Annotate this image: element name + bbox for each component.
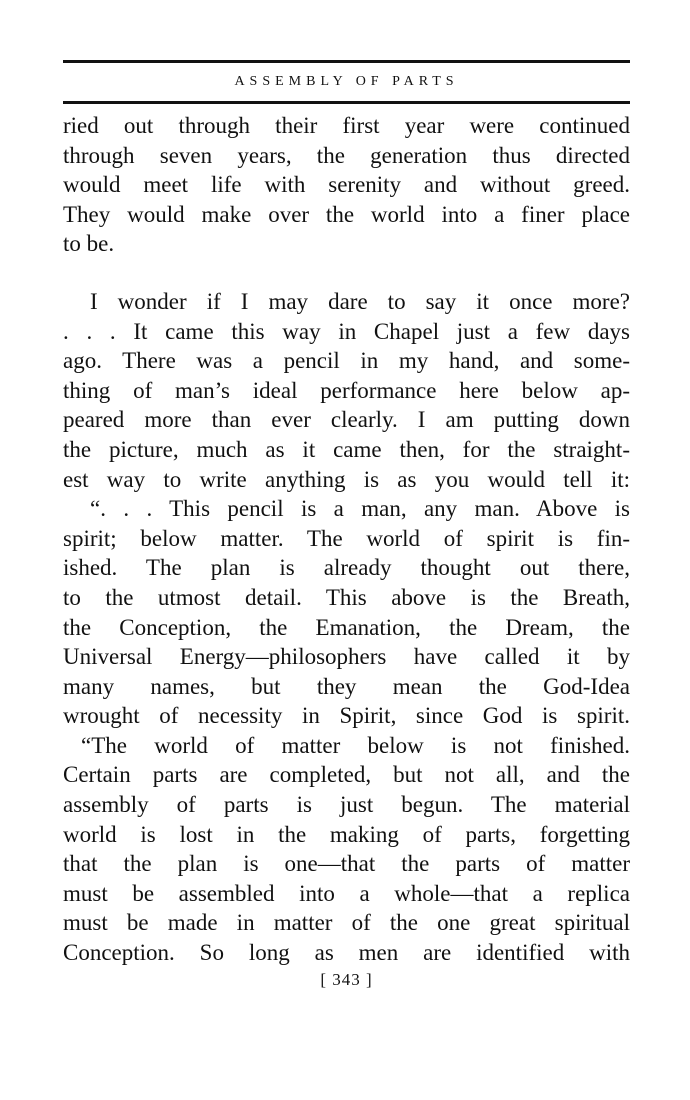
- text-line: many names, but they mean the God-Idea: [63, 673, 630, 699]
- text-line: They would make over the world into a finer place: [63, 201, 630, 227]
- text-line: spirit; below matter. The world of spirit is fin-: [63, 525, 630, 551]
- text-line: Universal Energy—philosophers have called it by: [63, 644, 630, 670]
- text-line: Certain parts are completed, but not all, and the: [63, 762, 630, 788]
- text-line: must be assembled into a whole—that a replica: [63, 880, 630, 906]
- text-line: peared more than ever clearly. I am putting down: [63, 407, 630, 433]
- paragraph-4: [63, 731, 630, 968]
- text-line: the Conception, the Emanation, the Dream, the: [63, 614, 630, 640]
- paragraph-gap: [63, 259, 630, 287]
- text-line: “The world of matter below is not finished.: [81, 732, 630, 758]
- text-line: to be.: [63, 231, 115, 257]
- paragraph-1: [63, 111, 630, 259]
- paragraph-2: [63, 287, 630, 494]
- text-line: . . . It came this way in Chapel just a few days: [63, 318, 630, 344]
- text-line: “. . . This pencil is a man, any man. Above is: [90, 496, 630, 522]
- text-line: ished. The plan is already thought out there,: [63, 555, 630, 581]
- text-line: must be made in matter of the one great spiritual: [63, 910, 630, 936]
- header-rule: [63, 101, 630, 104]
- text-line: wrought of necessity in Spirit, since God is spirit.: [63, 703, 630, 729]
- page-number: [ 343 ]: [320, 969, 373, 989]
- text-line: I wonder if I may dare to say it once more?: [90, 288, 630, 314]
- body-text: [63, 111, 630, 968]
- text-line: thing of man’s ideal performance here below ap-: [63, 377, 630, 403]
- text-line: would meet life with serenity and without greed.: [63, 172, 630, 198]
- text-line: to the utmost detail. This above is the Breath,: [63, 584, 630, 610]
- top-rule: [63, 60, 630, 63]
- text-line: that the plan is one—that the parts of matter: [63, 851, 630, 877]
- running-head: ASSEMBLY OF PARTS: [234, 74, 459, 89]
- book-page: [63, 60, 630, 990]
- text-line: through seven years, the generation thus directed: [63, 142, 630, 168]
- text-line: ago. There was a pencil in my hand, and some-: [63, 348, 630, 374]
- text-line: the picture, much as it came then, for the straight-: [63, 436, 630, 462]
- text-line: world is lost in the making of parts, forgetting: [63, 821, 630, 847]
- text-line: est way to write anything is as you would tell it:: [63, 466, 630, 492]
- text-line: assembly of parts is just begun. The material: [63, 792, 630, 818]
- paragraph-3: [63, 494, 630, 731]
- text-line: ried out through their first year were continued: [63, 113, 630, 138]
- text-line: Conception. So long as men are identified with: [63, 940, 630, 966]
